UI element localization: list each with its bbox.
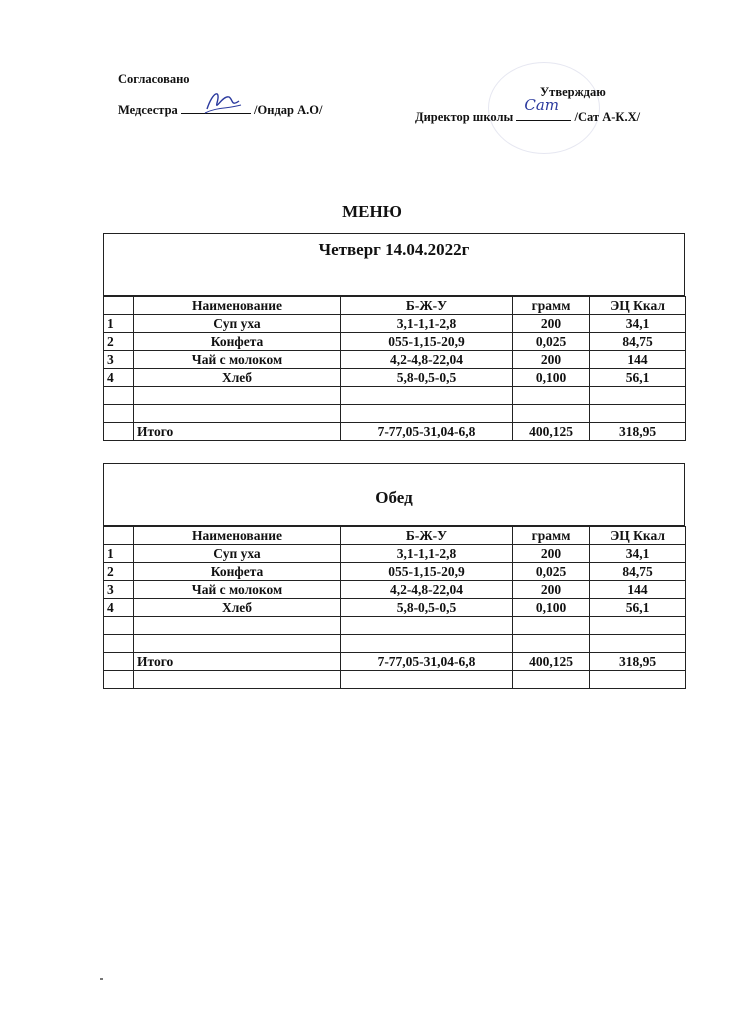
table-cell <box>104 423 134 441</box>
dish-gram: 0,100 <box>513 369 590 387</box>
table-cell <box>590 617 686 635</box>
approval-right-name: /Сат А-К.Х/ <box>574 110 641 124</box>
table-row-empty <box>104 387 686 405</box>
table-cell <box>341 617 513 635</box>
table-cell <box>104 527 134 545</box>
row-number: 4 <box>104 599 134 617</box>
table-cell <box>104 297 134 315</box>
approval-left-title: Согласовано <box>118 72 190 86</box>
row-number: 2 <box>104 563 134 581</box>
total-row <box>104 423 686 441</box>
table-row <box>104 315 686 333</box>
table-row-empty <box>104 671 686 689</box>
day-heading: Четверг 14.04.2022г <box>318 240 470 259</box>
column-header-kcal: ЭЦ Ккал <box>590 297 686 315</box>
table-row <box>104 581 686 599</box>
column-header-bju: Б-Ж-У <box>341 527 513 545</box>
column-header-name: Наименование <box>134 297 341 315</box>
table-cell <box>134 635 341 653</box>
table-row <box>104 333 686 351</box>
table-cell <box>134 405 341 423</box>
dish-name: Суп уха <box>134 545 341 563</box>
dish-name: Конфета <box>134 563 341 581</box>
dish-bju: 5,8-0,5-0,5 <box>341 369 513 387</box>
dish-gram: 0,025 <box>513 563 590 581</box>
row-number: 4 <box>104 369 134 387</box>
column-header-name: Наименование <box>134 527 341 545</box>
row-number: 1 <box>104 545 134 563</box>
dish-kcal: 34,1 <box>590 545 686 563</box>
table-cell <box>590 671 686 689</box>
dish-kcal: 144 <box>590 351 686 369</box>
day-frame <box>103 233 685 296</box>
dish-kcal: 56,1 <box>590 599 686 617</box>
table-cell <box>513 617 590 635</box>
table-cell <box>104 617 134 635</box>
table-cell <box>134 617 341 635</box>
table-row <box>104 351 686 369</box>
dish-bju: 4,2-4,8-22,04 <box>341 581 513 599</box>
total-gram: 400,125 <box>513 653 590 671</box>
table-row <box>104 563 686 581</box>
dish-bju: 4,2-4,8-22,04 <box>341 351 513 369</box>
total-row <box>104 653 686 671</box>
dish-name: Суп уха <box>134 315 341 333</box>
total-label: Итого <box>134 653 341 671</box>
table-header-row <box>104 527 686 545</box>
table-cell <box>590 387 686 405</box>
total-bju: 7-77,05-31,04-6,8 <box>341 423 513 441</box>
nurse-signature <box>203 87 243 117</box>
total-kcal: 318,95 <box>590 653 686 671</box>
dish-name: Чай с молоком <box>134 351 341 369</box>
total-kcal: 318,95 <box>590 423 686 441</box>
table-row <box>104 599 686 617</box>
table-cell <box>590 635 686 653</box>
dish-bju: 3,1-1,1-2,8 <box>341 315 513 333</box>
table-row <box>104 545 686 563</box>
table-cell <box>104 387 134 405</box>
approval-left-name: /Ондар А.О/ <box>254 103 323 117</box>
dish-kcal: 84,75 <box>590 333 686 351</box>
dish-bju: 055-1,15-20,9 <box>341 563 513 581</box>
total-label: Итого <box>134 423 341 441</box>
total-gram: 400,125 <box>513 423 590 441</box>
table-cell <box>341 635 513 653</box>
table-cell <box>513 405 590 423</box>
lunch-frame <box>103 463 685 526</box>
lunch-heading: Обед <box>375 488 413 507</box>
table-cell <box>104 635 134 653</box>
dish-kcal: 144 <box>590 581 686 599</box>
dish-bju: 5,8-0,5-0,5 <box>341 599 513 617</box>
approval-right-title: Утверждаю <box>540 85 606 99</box>
dish-bju: 3,1-1,1-2,8 <box>341 545 513 563</box>
scan-speck <box>100 978 103 980</box>
table-row-empty <box>104 617 686 635</box>
dish-name: Хлеб <box>134 599 341 617</box>
dish-kcal: 56,1 <box>590 369 686 387</box>
row-number: 3 <box>104 351 134 369</box>
table-cell <box>341 671 513 689</box>
dish-gram: 0,025 <box>513 333 590 351</box>
director-signature: Сат <box>524 96 560 114</box>
column-header-gram: грамм <box>513 297 590 315</box>
table-cell <box>341 387 513 405</box>
column-header-gram: грамм <box>513 527 590 545</box>
table-cell <box>104 671 134 689</box>
approval-right-role: Директор школы <box>415 110 514 124</box>
dish-kcal: 84,75 <box>590 563 686 581</box>
lunch-table <box>103 526 686 689</box>
approval-left-role: Медсестра <box>118 103 178 117</box>
dish-gram: 200 <box>513 545 590 563</box>
table-row-empty <box>104 405 686 423</box>
column-header-kcal: ЭЦ Ккал <box>590 527 686 545</box>
table-cell <box>104 653 134 671</box>
approval-left-line <box>118 101 322 118</box>
table-cell <box>513 387 590 405</box>
dish-name: Хлеб <box>134 369 341 387</box>
dish-bju: 055-1,15-20,9 <box>341 333 513 351</box>
table-cell <box>341 405 513 423</box>
dish-gram: 200 <box>513 581 590 599</box>
table-cell <box>104 405 134 423</box>
table-cell <box>513 635 590 653</box>
row-number: 3 <box>104 581 134 599</box>
total-bju: 7-77,05-31,04-6,8 <box>341 653 513 671</box>
dish-name: Чай с молоком <box>134 581 341 599</box>
column-header-bju: Б-Ж-У <box>341 297 513 315</box>
dish-gram: 200 <box>513 315 590 333</box>
table-cell <box>590 405 686 423</box>
table-cell <box>513 671 590 689</box>
nurse-signature-line <box>181 101 251 114</box>
table-cell <box>134 671 341 689</box>
table-row <box>104 369 686 387</box>
dish-kcal: 34,1 <box>590 315 686 333</box>
row-number: 2 <box>104 333 134 351</box>
dish-gram: 200 <box>513 351 590 369</box>
table-row-empty <box>104 635 686 653</box>
table-cell <box>134 387 341 405</box>
dish-name: Конфета <box>134 333 341 351</box>
table-header-row <box>104 297 686 315</box>
stamp-impression <box>488 62 600 154</box>
dish-gram: 0,100 <box>513 599 590 617</box>
menu-title: МЕНЮ <box>342 202 402 221</box>
breakfast-table <box>103 296 686 441</box>
row-number: 1 <box>104 315 134 333</box>
